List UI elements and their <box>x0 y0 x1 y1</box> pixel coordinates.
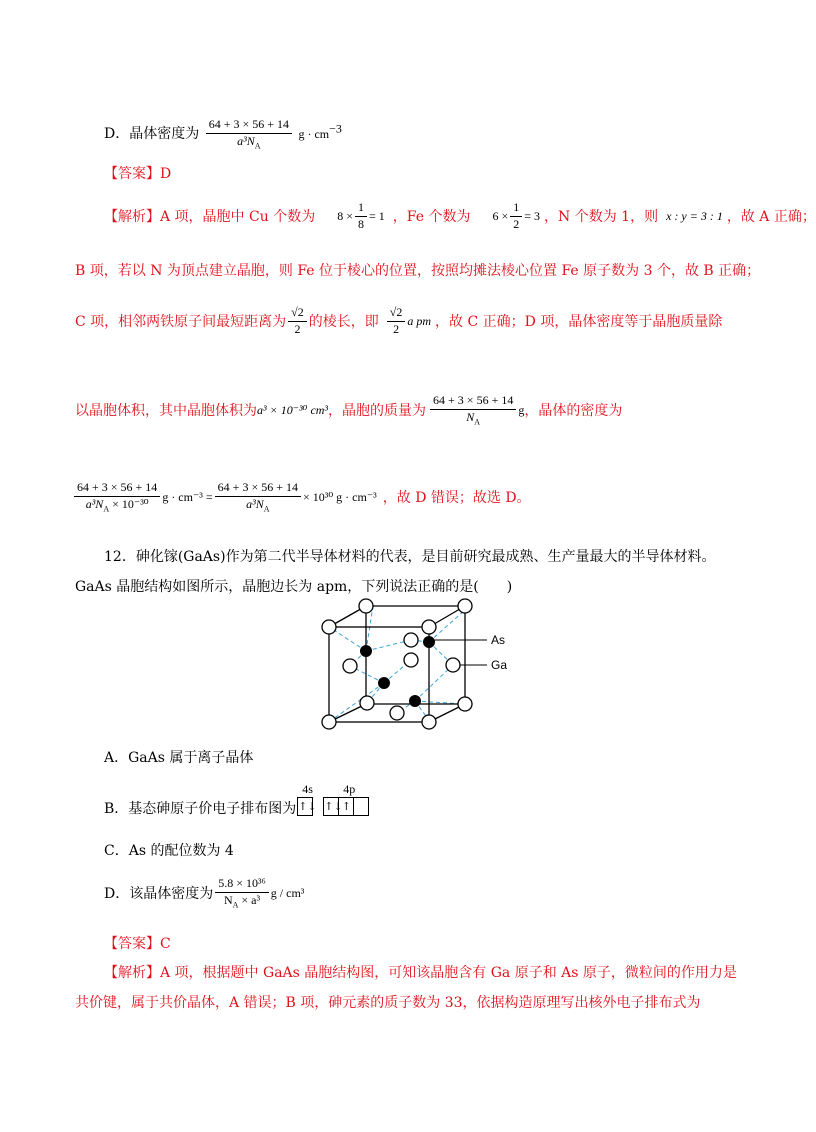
fraction-numerator: 64 + 3 × 56 + 14 <box>206 118 292 134</box>
unit: g / cm³ <box>270 885 305 900</box>
analysis-text: 以晶胞体积，其中晶胞体积为 <box>75 403 257 420</box>
analysis-text: ，故 D 错误；故选 D。 <box>382 490 531 507</box>
a-pm: a pm <box>407 313 432 328</box>
option-d <box>104 877 304 909</box>
prev-option-d-fraction <box>206 118 292 150</box>
analysis-text: 【解析】A 项，晶胞中 Cu 个数为 <box>104 209 316 226</box>
subscript: A <box>254 141 261 151</box>
fraction-denominator-tail: × a³ <box>238 892 261 907</box>
option-b-label: B．基态砷原子价电子排布图为 <box>104 801 297 817</box>
orbital-box: ↑↓ <box>323 797 339 816</box>
fraction-denominator: 2 <box>393 321 400 336</box>
analysis-text: 的棱长，即 <box>308 314 379 331</box>
ratio-formula: x : y = 3 : 1 <box>666 208 723 223</box>
fraction-numerator: 1 <box>355 201 367 217</box>
option-d-fraction: $\frac{\text{5.8 × 10³⁶}}{N_A \times a^3}$ <box>215 877 269 909</box>
option-c: C．As 的配位数为 4 <box>104 843 234 859</box>
formula-part: = 3 <box>524 208 541 223</box>
analysis-1-line-5 <box>72 481 531 513</box>
density-fraction-1: $\frac{64 + 3 \times 56 + 14}{a^3N_A \times 10^{-30}}$ <box>74 481 160 513</box>
option-b <box>104 782 369 818</box>
option-a: A．GaAs 属于离子晶体 <box>104 750 254 766</box>
fraction-numerator: 64 + 3 × 56 + 14 <box>430 394 516 410</box>
formula-cu-count <box>337 201 385 232</box>
analysis-1-line-1 <box>104 201 816 232</box>
orbital-box <box>353 797 369 816</box>
volume-formula: a³ × 10⁻³⁰ cm³ <box>257 402 329 417</box>
unit: g · cm <box>298 127 330 142</box>
fraction-numerator: √2 <box>387 306 406 322</box>
fraction-denominator: 2 <box>294 321 301 336</box>
fraction-numerator: 64 + 3 × 56 + 14 <box>215 481 301 497</box>
gaas-crystal-diagram <box>315 600 515 730</box>
fraction-numerator: 1 <box>510 201 522 217</box>
option-d-label: D．该晶体密度为 <box>104 886 214 903</box>
orbital-4p-label: 4p <box>343 782 356 796</box>
orbital-box: ↑↓ <box>297 797 313 816</box>
analysis-text: ，故 C 正确；D 项，晶体密度等于晶胞质量除 <box>435 314 723 331</box>
mass-fraction <box>430 394 516 426</box>
orbital-box: ↑ <box>338 797 354 816</box>
fraction-denominator: N <box>223 892 233 907</box>
analysis-1-line-2: B 项，若以 N 为顶点建立晶胞，则 Fe 位于棱心的位置，按照均摊法棱心位置 Fe 原子数为 3 个，故 B 正确； <box>75 263 761 279</box>
analysis-text: ，故 A 正确； <box>726 209 816 226</box>
fraction-denominator: 8 <box>357 216 364 231</box>
formula-part: 6 × <box>492 208 509 223</box>
analysis-1-line-4 <box>75 394 622 426</box>
subscript: A <box>474 417 481 427</box>
question-12-stem-1: 12．砷化镓(GaAs)作为第二代半导体材料的代表，是目前研究最成熟、生产量最大的半导体材料。 <box>104 549 716 565</box>
unit: g <box>518 402 525 417</box>
formula-part: = 1 <box>368 208 385 223</box>
fraction-denominator: a³N <box>237 133 255 148</box>
density-fraction-2: $\frac{64 + 3 \times 56 + 14}{a^3N_A}$ <box>215 481 301 513</box>
answer-1: 【答案】D <box>104 166 172 182</box>
analysis-text: C 项，相邻两铁原子间最短距离为 <box>75 314 287 331</box>
sqrt-fraction <box>288 306 307 337</box>
prev-option-d <box>104 118 342 150</box>
orbital-4s <box>298 782 317 816</box>
sqrt-fraction-2 <box>387 306 406 337</box>
fraction-numerator: 64 + 3 × 56 + 14 <box>74 481 160 497</box>
unit: g · cm⁻³ = <box>162 489 213 504</box>
fraction-denominator: N <box>466 409 475 424</box>
ga-label: Ga <box>491 658 508 672</box>
fraction-denominator: a³N <box>85 496 104 511</box>
question-12-stem-2: GaAs 晶胞结构如图所示，晶胞边长为 apm，下列说法正确的是( ) <box>75 579 513 595</box>
analysis-text: ，晶胞的质量为 <box>328 403 427 420</box>
answer-2: 【答案】C <box>104 936 171 952</box>
superscript: −3 <box>329 121 342 136</box>
prev-option-d-label: D．晶体密度为 <box>104 126 200 143</box>
analysis-2-line-1: 【解析】A 项，根据题中 GaAs 晶胞结构图，可知该晶胞含有 Ga 原子和 As 原子，微粒间的作用力是 <box>104 965 737 981</box>
fraction-numerator: 5.8 × 10³⁶ <box>215 877 269 893</box>
fraction-numerator: √2 <box>288 306 307 322</box>
analysis-text: ，Fe 个数为 <box>392 209 471 226</box>
formula-fe-count <box>492 201 540 232</box>
analysis-1-line-3 <box>75 306 722 337</box>
analysis-2-line-2: 共价键，属于共价晶体，A 错误；B 项，砷元素的质子数为 33，依据构造原理写出核外电子排布式为 <box>75 995 701 1011</box>
orbital-4p <box>323 782 369 816</box>
analysis-text: ，N 个数为 1，则 <box>544 209 659 226</box>
analysis-text: ，晶体的密度为 <box>524 403 623 420</box>
fraction-denominator: 2 <box>513 216 520 231</box>
formula-part: 8 × <box>337 208 353 223</box>
unit: × 10³⁰ g · cm⁻³ <box>302 489 377 504</box>
fraction-denominator-tail: × 10⁻³⁰ <box>109 496 149 511</box>
as-label: As <box>491 633 506 647</box>
orbital-4s-label: 4s <box>302 782 313 796</box>
fraction-denominator: a³N <box>246 496 264 511</box>
